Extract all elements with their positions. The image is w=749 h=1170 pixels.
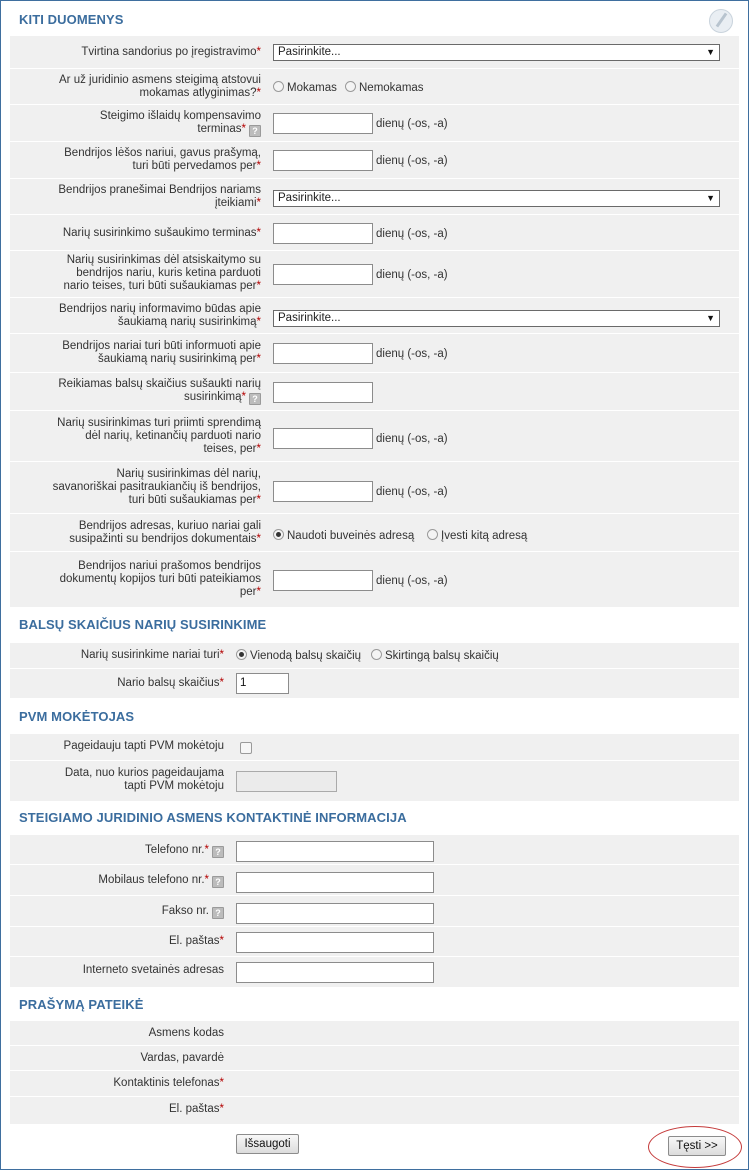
label-vardas: Vardas, pavardė <box>140 1052 224 1064</box>
input-sprendimas-per[interactable] <box>273 428 373 449</box>
radio-nemokamas[interactable]: Nemokamas <box>345 81 424 94</box>
radio-circle-icon[interactable] <box>371 649 382 660</box>
section-title-pvm: PVM MOKĖTOJAS <box>19 709 135 724</box>
label-nariai-turi: Narių susirinkime nariai turi* <box>80 649 224 661</box>
help-icon[interactable]: ? <box>212 907 224 919</box>
logo-icon <box>709 9 733 33</box>
chevron-down-icon: ▼ <box>706 193 715 203</box>
input-informuoti-per[interactable] <box>273 343 373 364</box>
row-faksas <box>10 896 739 927</box>
label-informavimo-budas: Bendrijos narių informavimo būdas apie šaukiamą narių susirinkimą* <box>59 303 261 328</box>
label-atlyginimas: Ar už juridinio asmens steigimą atstovui mokamas atlyginimas?* <box>59 74 261 99</box>
radio-mokamas[interactable]: Mokamas <box>273 81 337 94</box>
radio-circle-icon[interactable] <box>273 81 284 92</box>
section-pvm <box>10 734 739 801</box>
row-informuoti-per <box>10 334 739 373</box>
radio-kitas-adresas[interactable]: Įvesti kitą adresą <box>427 529 527 542</box>
label-pateike-pastas: El. paštas* <box>169 1103 224 1115</box>
unit-dienu: dienų (-os, -a) <box>376 433 448 445</box>
section-title-kontaktai: STEIGIAMO JURIDINIO ASMENS KONTAKTINĖ INFORMACIJA <box>19 810 407 825</box>
label-atsiskaitymas: Narių susirinkimas dėl atsiskaitymo su bendrijos nariu, kuris ketina parduoti nario teises, turi būti sušaukiamas per* <box>63 254 261 292</box>
row-pvm-pageidauju <box>10 734 739 761</box>
highlight-oval <box>648 1126 742 1168</box>
help-icon[interactable]: ? <box>212 876 224 888</box>
label-pasitraukimas: Narių susirinkimas dėl narių, savanoriškai pasitraukiančių iš bendrijos, turi būti sušaukiamas per* <box>52 468 261 506</box>
label-informuoti-per: Bendrijos nariai turi būti informuoti apie šaukiamą narių susirinkimą per* <box>62 340 261 365</box>
unit-dienu: dienų (-os, -a) <box>376 348 448 360</box>
section-balsu <box>10 643 739 698</box>
row-bendrijos-adresas <box>10 514 739 552</box>
label-tvirtina: Tvirtina sandorius po įregistravimo* <box>81 46 261 58</box>
label-sprendimas-per: Narių susirinkimas turi priimti sprendimą dėl narių, ketinančių parduoti nario teises, per* <box>57 417 261 455</box>
row-svetaine <box>10 957 739 987</box>
row-pvm-data <box>10 761 739 801</box>
row-pateike-pastas <box>10 1097 739 1124</box>
help-icon[interactable]: ? <box>249 393 261 405</box>
radio-selected-icon[interactable] <box>236 649 247 660</box>
select-informavimo-budas[interactable]: Pasirinkite... ▼ <box>273 310 720 327</box>
input-pvm-data <box>236 771 337 792</box>
row-informavimo-budas <box>10 298 739 334</box>
section-title-kiti: KITI DUOMENYS <box>19 12 124 27</box>
input-faksas[interactable] <box>236 903 434 924</box>
row-asmens-kodas <box>10 1021 739 1046</box>
radio-circle-icon[interactable] <box>345 81 356 92</box>
select-tvirtina[interactable]: Pasirinkite... ▼ <box>273 44 720 61</box>
label-kontaktinis-telefonas: Kontaktinis telefonas* <box>113 1077 224 1089</box>
input-dokumentu-kopijos[interactable] <box>273 570 373 591</box>
select-pranesimai[interactable]: Pasirinkite... ▼ <box>273 190 720 207</box>
row-nario-balsu-skaicius <box>10 669 739 698</box>
input-kompensavimo-terminas[interactable] <box>273 113 373 134</box>
chevron-down-icon: ▼ <box>706 313 715 323</box>
row-dokumentu-kopijos <box>10 552 739 607</box>
row-kontaktinis-telefonas <box>10 1071 739 1097</box>
row-el-pastas <box>10 927 739 957</box>
label-mobilus: Mobilaus telefono nr.* ? <box>98 874 224 888</box>
label-dokumentu-kopijos: Bendrijos nariui prašomos bendrijos dokumentų kopijos turi būti pateikiamos per* <box>59 560 261 598</box>
label-pvm-pageidauju: Pageidauju tapti PVM mokėtoju <box>63 740 224 752</box>
radio-vienoda[interactable]: Vienodą balsų skaičių <box>236 649 361 662</box>
radio-selected-icon[interactable] <box>273 529 284 540</box>
label-susaukimo-terminas: Narių susirinkimo sušaukimo terminas* <box>62 227 261 239</box>
input-susaukimo-terminas[interactable] <box>273 223 373 244</box>
section-title-pateike: PRAŠYMĄ PATEIKĖ <box>19 997 144 1012</box>
unit-dienu: dienų (-os, -a) <box>376 118 448 130</box>
unit-dienu: dienų (-os, -a) <box>376 486 448 498</box>
label-svetaine: Interneto svetainės adresas <box>82 964 224 976</box>
row-vardas <box>10 1046 739 1071</box>
row-sprendimas-per <box>10 411 739 462</box>
row-atlyginimas <box>10 69 739 105</box>
label-telefonas: Telefono nr.* ? <box>145 844 224 858</box>
help-icon[interactable]: ? <box>249 125 261 137</box>
unit-dienu: dienų (-os, -a) <box>376 228 448 240</box>
label-balsu-skaicius-susaukti: Reikiamas balsų skaičius sušaukti narių susirinkimą* ? <box>58 378 261 404</box>
radio-buveines-adresas[interactable]: Naudoti buveinės adresą <box>273 529 414 542</box>
row-pasitraukimas <box>10 462 739 514</box>
row-nariai-turi <box>10 643 739 669</box>
help-icon[interactable]: ? <box>212 846 224 858</box>
section-kiti <box>10 36 739 607</box>
save-button[interactable]: Išsaugoti <box>236 1134 299 1154</box>
input-mobilus[interactable] <box>236 872 434 893</box>
next-button[interactable]: Tęsti >> <box>668 1136 726 1156</box>
label-el-pastas: El. paštas* <box>169 935 224 947</box>
row-atsiskaitymas <box>10 251 739 298</box>
label-bendrijos-adresas: Bendrijos adresas, kuriuo nariai gali susipažinti su bendrijos dokumentais* <box>69 520 261 545</box>
label-pvm-data: Data, nuo kurios pageidaujama tapti PVM mokėtoju <box>64 767 224 792</box>
section-kontaktai <box>10 835 739 987</box>
unit-dienu: dienų (-os, -a) <box>376 575 448 587</box>
row-kompensavimo-terminas <box>10 105 739 142</box>
label-lesos-pervedamos: Bendrijos lėšos nariui, gavus prašymą, turi būti pervedamos per* <box>64 147 261 172</box>
input-balsu-skaicius-susaukti[interactable] <box>273 382 373 403</box>
input-pasitraukimas[interactable] <box>273 481 373 502</box>
radio-skirtinga[interactable]: Skirtingą balsų skaičių <box>371 649 499 662</box>
input-lesos-pervedamos[interactable] <box>273 150 373 171</box>
input-nario-balsu-skaicius[interactable]: 1 <box>236 673 289 694</box>
section-pateike <box>10 1021 739 1124</box>
row-pranesimai <box>10 179 739 215</box>
label-nario-balsu-skaicius: Nario balsų skaičius* <box>117 677 224 689</box>
unit-dienu: dienų (-os, -a) <box>376 269 448 281</box>
section-title-balsu: BALSŲ SKAIČIUS NARIŲ SUSIRINKIME <box>19 617 267 632</box>
input-telefonas[interactable] <box>236 841 434 862</box>
input-el-pastas[interactable] <box>236 932 434 953</box>
label-pranesimai: Bendrijos pranešimai Bendrijos nariams įteikiami* <box>58 184 261 209</box>
input-atsiskaitymas[interactable] <box>273 264 373 285</box>
row-tvirtina <box>10 36 739 69</box>
input-svetaine[interactable] <box>236 962 434 983</box>
chevron-down-icon: ▼ <box>706 47 715 57</box>
radio-circle-icon[interactable] <box>427 529 438 540</box>
button-bar <box>10 1124 739 1162</box>
row-telefonas <box>10 835 739 865</box>
label-kompensavimo-terminas: Steigimo išlaidų kompensavimo terminas* ? <box>99 110 261 136</box>
label-faksas: Fakso nr. ? <box>162 905 224 919</box>
row-lesos-pervedamos <box>10 142 739 179</box>
row-susaukimo-terminas <box>10 215 739 251</box>
checkbox-pvm[interactable] <box>240 742 252 754</box>
row-mobilus <box>10 865 739 896</box>
row-balsu-skaicius-susaukti <box>10 373 739 411</box>
label-asmens-kodas: Asmens kodas <box>148 1027 224 1039</box>
unit-dienu: dienų (-os, -a) <box>376 155 448 167</box>
